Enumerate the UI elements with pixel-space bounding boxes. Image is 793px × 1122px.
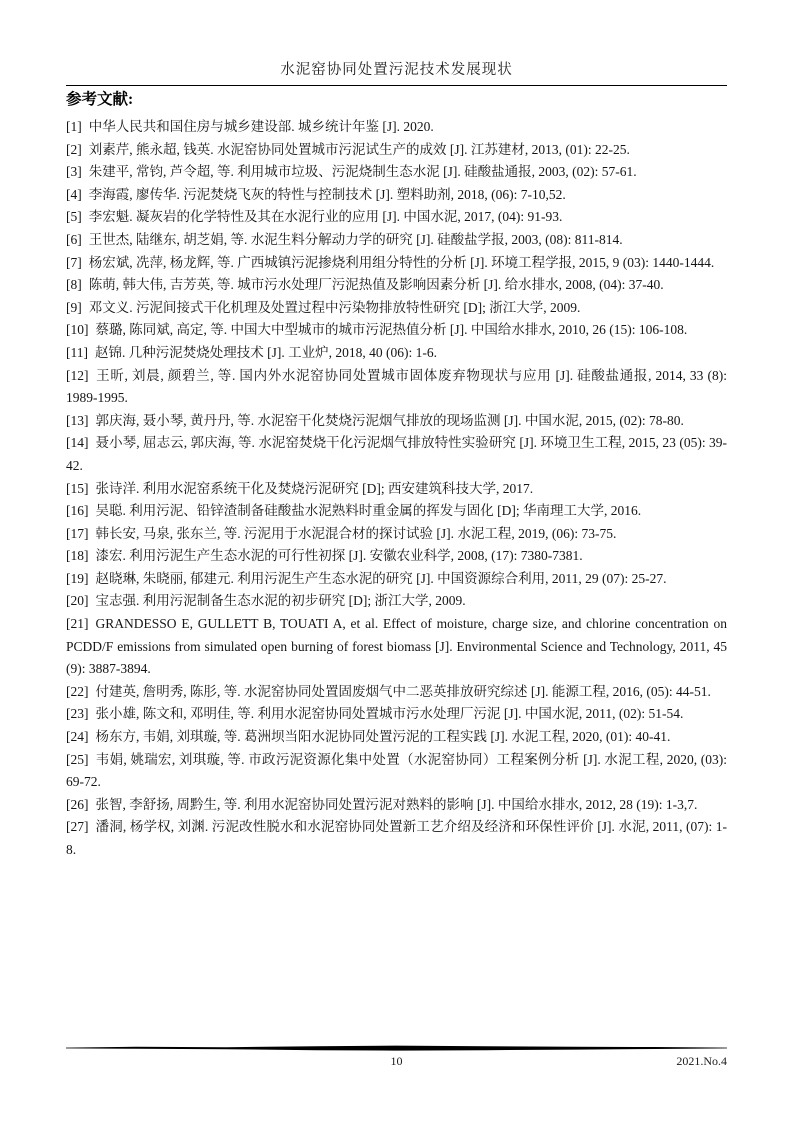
reference-number: [21] [66,616,89,632]
reference-text: 吴聪. 利用污泥、铅锌渣制备硅酸盐水泥熟料时重金属的挥发与固化 [D]; 华南理工大学, 2016. [95,503,642,519]
reference-number: [24] [66,729,89,745]
reference-text: 王昕, 刘晨, 颜碧兰, 等. 国内外水泥窑协同处置城市固体废弃物现状与应用 [J]. 硅酸盐通报, 2014, 33 (8): 1989-1995. [66,367,727,406]
reference-item [66,590,727,613]
page-number: 10 [390,1054,403,1068]
reference-text: 陈萌, 韩大伟, 吉芳英, 等. 城市污水处理厂污泥热值及影响因素分析 [J]. 给水排水, 2008, (04): 37-40. [88,277,664,293]
reference-item [66,410,727,433]
reference-item [66,726,727,749]
reference-number: [18] [66,548,89,564]
reference-text: 蔡璐, 陈同斌, 高定, 等. 中国大中型城市的城市污泥热值分析 [J]. 中国给水排水, 2010, 26 (15): 106-108. [95,322,688,338]
references-heading: 参考文献: [66,91,134,108]
reference-text: 李宏魁. 凝灰岩的化学特性及其在水泥行业的应用 [J]. 中国水泥, 2017, (04): 91-93. [88,209,563,225]
reference-text: 漆宏. 利用污泥生产生态水泥的可行性初探 [J]. 安徽农业科学, 2008, (17): 7380-7381. [95,548,583,564]
reference-text: 付建英, 詹明秀, 陈肜, 等. 水泥窑协同处置固废烟气中二恶英排放研究综述 [J]. 能源工程, 2016, (05): 44-51. [95,683,711,699]
reference-item [66,703,727,726]
reference-number: [17] [66,525,89,541]
reference-item [66,749,727,794]
reference-item [66,816,727,861]
reference-number: [25] [66,751,89,767]
reference-number: [15] [66,480,89,496]
footer-rule [66,1044,727,1052]
running-head-title: 水泥窑协同处置污泥技术发展现状 [280,62,513,78]
reference-item [66,545,727,568]
reference-number: [3] [66,164,82,180]
reference-number: [16] [66,503,89,519]
issue-label: 2021.No.4 [676,1054,727,1068]
reference-item [66,432,727,477]
reference-text: 李海霞, 廖传华. 污泥焚烧飞灰的特性与控制技术 [J]. 塑料助剂, 2018, (06): 7-10,52. [88,186,566,202]
reference-item [66,478,727,501]
reference-text: 中华人民共和国住房与城乡建设部. 城乡统计年鉴 [J]. 2020. [88,119,434,134]
page-header [66,58,727,86]
reference-item [66,613,727,681]
reference-text: 刘素芹, 熊永超, 钱英. 水泥窑协同处置城市污泥试生产的成效 [J]. 江苏建材, 2013, (01): 22-25. [88,141,630,157]
reference-text: GRANDESSO E, GULLETT B, TOUATI A, et al. Effect of moisture, charge size, and chlorine concentration on PCDD/F emissions from simulated open burning of forest biomass [J]. Environmental Science and Technology, 2011, 45 (9): 3887-3894. [66,616,727,677]
reference-number: [11] [66,344,88,360]
reference-item [66,184,727,207]
reference-item [66,523,727,546]
footer-row [66,1054,727,1072]
reference-number: [10] [66,322,89,338]
reference-number: [23] [66,706,89,722]
reference-item [66,274,727,297]
reference-text: 张诗洋. 利用水泥窑系统干化及焚烧污泥研究 [D]; 西安建筑科技大学, 2017. [95,480,534,496]
reference-number: [26] [66,796,89,812]
reference-number: [6] [66,231,82,247]
reference-number: [27] [66,819,89,835]
reference-number: [22] [66,683,89,699]
reference-item [66,500,727,523]
reference-number: [14] [66,435,89,451]
reference-text: 聂小琴, 屈志云, 郭庆海, 等. 水泥窑焚烧干化污泥烟气排放特性实验研究 [J]. 环境卫生工程, 2015, 23 (05): 39-42. [66,435,727,473]
reference-number: [8] [66,277,82,293]
reference-number: [13] [66,412,89,428]
reference-item [66,342,727,365]
reference-number: [7] [66,254,82,270]
reference-item [66,116,727,139]
reference-text: 张智, 李舒扬, 周黔生, 等. 利用水泥窑协同处置污泥对熟料的影响 [J]. 中国给水排水, 2012, 28 (19): 1-3,7. [95,796,698,812]
reference-text: 王世杰, 陆继东, 胡芝娟, 等. 水泥生料分解动力学的研究 [J]. 硅酸盐学报, 2003, (08): 811-814. [88,231,623,247]
reference-text: 韦娟, 姚瑞宏, 刘琪璇, 等. 市政污泥资源化集中处置（水泥窑协同）工程案例分析 [J]. 水泥工程, 2020, (03): 69-72. [66,751,727,790]
reference-item [66,139,727,162]
reference-text: 张小雄, 陈文和, 邓明佳, 等. 利用水泥窑协同处置城市污水处理厂污泥 [J]. 中国水泥, 2011, (02): 51-54. [95,706,684,722]
reference-item [66,297,727,320]
reference-text: 赵锦. 几种污泥焚烧处理技术 [J]. 工业炉, 2018, 40 (06): 1-6. [95,344,437,360]
references-list [66,116,727,862]
page-footer [66,1044,727,1072]
reference-item [66,206,727,229]
reference-item [66,681,727,704]
reference-item [66,319,727,342]
reference-text: 潘洞, 杨学权, 刘渊. 污泥改性脱水和水泥窑协同处置新工艺介绍及经济和环保性评价 [J]. 水泥, 2011, (07): 1-8. [66,819,727,857]
reference-text: 宝志强. 利用污泥制备生态水泥的初步研究 [D]; 浙江大学, 2009. [95,593,466,609]
reference-text: 邓文义. 污泥间接式干化机理及处置过程中污染物排放特性研究 [D]; 浙江大学, 2009. [88,299,581,315]
reference-text: 郭庆海, 聂小琴, 黄丹丹, 等. 水泥窑干化焚烧污泥烟气排放的现场监测 [J]. 中国水泥, 2015, (02): 78-80. [95,412,684,428]
reference-text: 韩长安, 马泉, 张东兰, 等. 污泥用于水泥混合材的探讨试验 [J]. 水泥工程, 2019, (06): 73-75. [95,525,617,541]
reference-item [66,229,727,252]
reference-number: [1] [66,119,82,134]
reference-number: [12] [66,367,89,383]
reference-item [66,568,727,591]
references-section [66,88,727,862]
reference-number: [4] [66,186,82,202]
reference-item [66,365,727,410]
reference-number: [2] [66,141,82,157]
reference-text: 朱建平, 常钧, 芦令超, 等. 利用城市垃圾、污泥烧制生态水泥 [J]. 硅酸盐通报, 2003, (02): 57-61. [88,164,637,180]
reference-number: [9] [66,299,82,315]
reference-item [66,161,727,184]
reference-number: [20] [66,593,89,609]
reference-text: 杨宏斌, 冼萍, 杨龙辉, 等. 广西城镇污泥掺烧利用组分特性的分析 [J]. 环境工程学报, 2015, 9 (03): 1440-1444. [88,254,715,270]
reference-text: 杨东方, 韦娟, 刘琪璇, 等. 葛洲坝当阳水泥协同处置污泥的工程实践 [J]. 水泥工程, 2020, (01): 40-41. [95,729,671,745]
reference-item [66,252,727,275]
reference-text: 赵晓琳, 朱晓丽, 郁建元. 利用污泥生产生态水泥的研究 [J]. 中国资源综合利用, 2011, 29 (07): 25-27. [95,570,667,586]
reference-item [66,794,727,817]
reference-number: [5] [66,209,82,225]
reference-number: [19] [66,570,89,586]
header-rule [66,85,727,86]
